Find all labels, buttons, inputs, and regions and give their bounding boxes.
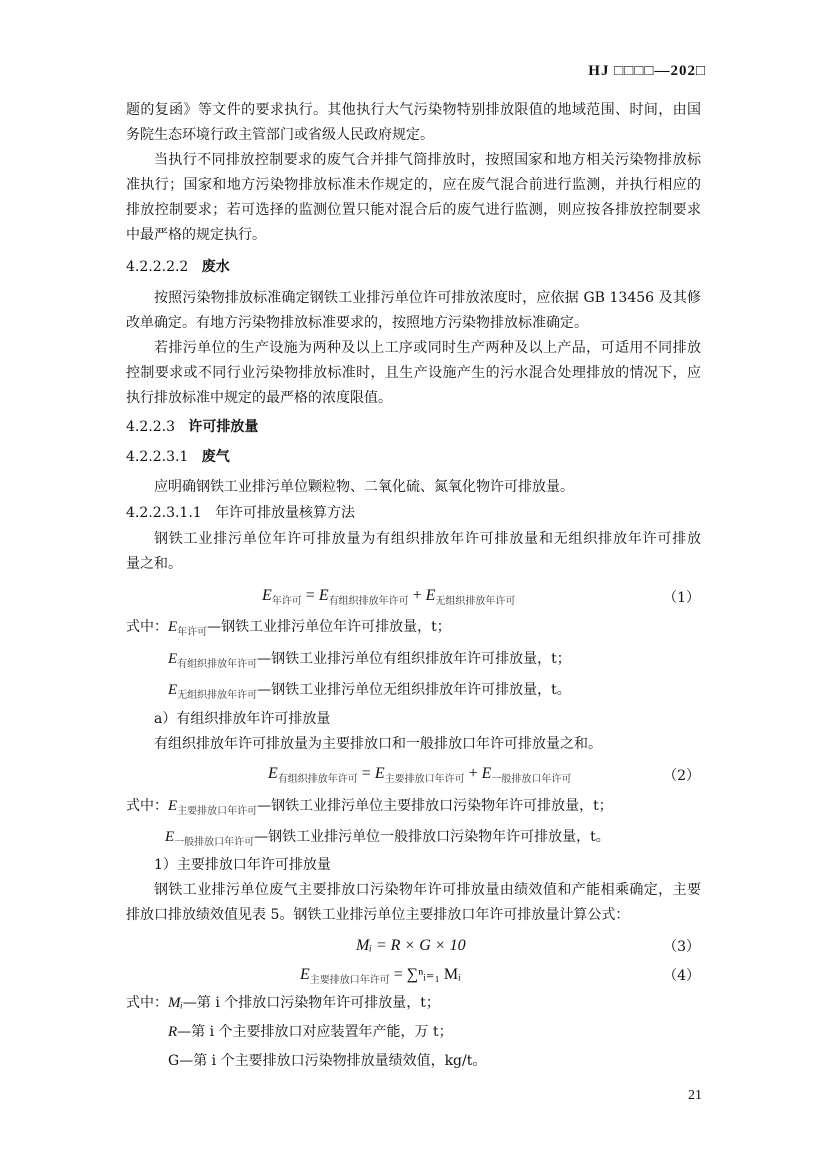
- paragraph-line: 钢铁工业排污单位年许可排放量为有组织排放年许可排放量和无组织排放年许可排放: [154, 531, 701, 547]
- section-heading: [126, 450, 230, 464]
- definition-line: $E_{一般排放口年许可}—$钢铁工业排污单位一般排放口污染物年许可排放量，t。: [165, 829, 610, 848]
- equation-number: （2）: [663, 768, 700, 784]
- section-number: 4.2.2.3.1: [126, 449, 189, 465]
- definition-line: $E_{有组织排放年许可}—$钢铁工业排污单位有组织排放年许可排放量，t；: [168, 651, 571, 670]
- paragraph-line: 钢铁工业排污单位废气主要排放口污染物年许可排放量由绩效值和产能相乘确定，主要: [154, 882, 701, 898]
- definition-line: 式中：Mᵢ—第 i 个排放口污染物年许可排放量，t；: [126, 995, 440, 1011]
- section-title: 废水: [201, 259, 230, 275]
- equation-number: （4）: [663, 968, 700, 984]
- definition-line: G—第 i 个主要排放口污染物排放量绩效值，kg/t。: [168, 1053, 487, 1069]
- definition-line: 式中：$E_{主要排放口年许可}—$钢铁工业排污单位主要排放口污染物年许可排放量，t；: [126, 798, 613, 817]
- document-header: HJ □□□□—202□: [588, 63, 706, 79]
- paragraph-line: 有组织排放年许可排放量为主要排放口和一般排放口年许可排放量之和。: [154, 736, 602, 752]
- definition-line: R—第 i 个主要排放口对应装置年产能，万 t；: [168, 1024, 453, 1040]
- page-number: 21: [688, 1088, 702, 1103]
- section-title: 年许可排放量核算方法: [215, 505, 356, 521]
- section-title: 废气: [201, 449, 230, 465]
- paragraph-line: 应明确钢铁工业排污单位颗粒物、二氧化硫、氮氧化物许可排放量。: [154, 479, 574, 495]
- section-number: 4.2.2.3: [126, 419, 175, 435]
- paragraph-line: 中最严格的规定执行。: [126, 227, 266, 243]
- paragraph-line: 排放控制要求；若可选择的监测位置只能对混合后的废气进行监测，则应按各排放控制要求: [126, 202, 701, 218]
- paragraph-line: 当执行不同排放控制要求的废气合并排气筒排放时，按照国家和地方相关污染物排放标: [154, 152, 701, 168]
- definition-line: $E_{无组织排放年许可}—$钢铁工业排污单位无组织排放年许可排放量，t。: [168, 682, 571, 701]
- equation-3: Mᵢ = R × G × 10: [356, 937, 466, 954]
- equation-number: （1）: [663, 590, 700, 606]
- paragraph-line: 题的复函》等文件的要求执行。其他执行大气污染物特别排放限值的地域范围、时间，由国: [126, 102, 701, 118]
- section-number: 4.2.2.2.2: [126, 259, 189, 275]
- paragraph-line: 按照污染物排放标准确定钢铁工业排污单位许可排放浓度时，应依据 GB 13456 及其修: [154, 290, 701, 306]
- equation-number: （3）: [663, 939, 700, 955]
- paragraph-line: 排放口排放绩效值见表 5。钢铁工业排污单位主要排放口年许可排放量计算公式：: [126, 907, 630, 923]
- section-heading: [126, 420, 258, 434]
- equation-2: $E_{有组织排放年许可} = E_{主要排放口年许可} + E_{一般排放口年许可}$: [268, 765, 572, 786]
- equation-4: $E_{主要排放口年许可}$ = ∑ⁿᵢ₌₁ Mᵢ: [300, 966, 461, 987]
- equation-1: $E_{年许可} = E_{有组织排放年许可} + E_{无组织排放年许可}$: [262, 587, 516, 608]
- section-heading: [126, 506, 355, 520]
- list-item: a）有组织排放年许可排放量: [154, 711, 331, 727]
- section-heading: [126, 260, 230, 274]
- paragraph-line: 改单确定。有地方污染物排放标准要求的，按照地方污染物排放标准确定。: [126, 315, 588, 331]
- section-number: 4.2.2.3.1.1: [126, 505, 202, 521]
- definition-line: 式中：$E_{年许可}—$钢铁工业排污单位年许可排放量，t；: [126, 619, 451, 638]
- list-item: 1）主要排放口年许可排放量: [154, 857, 331, 873]
- paragraph-line: 准执行；国家和地方污染物排放标准未作规定的，应在废气混合前进行监测，并执行相应的: [126, 177, 701, 193]
- paragraph-line: 执行排放标准中规定的最严格的浓度限值。: [126, 390, 392, 406]
- paragraph-line: 控制要求或不同行业污染物排放标准时，且生产设施产生的污水混合处理排放的情况下，应: [126, 365, 701, 381]
- paragraph-line: 务院生态环境行政主管部门或省级人民政府规定。: [126, 127, 434, 143]
- paragraph-line: 量之和。: [126, 556, 182, 572]
- paragraph-line: 若排污单位的生产设施为两种及以上工序或同时生产两种及以上产品，可适用不同排放: [154, 340, 701, 356]
- section-title: 许可排放量: [188, 419, 259, 435]
